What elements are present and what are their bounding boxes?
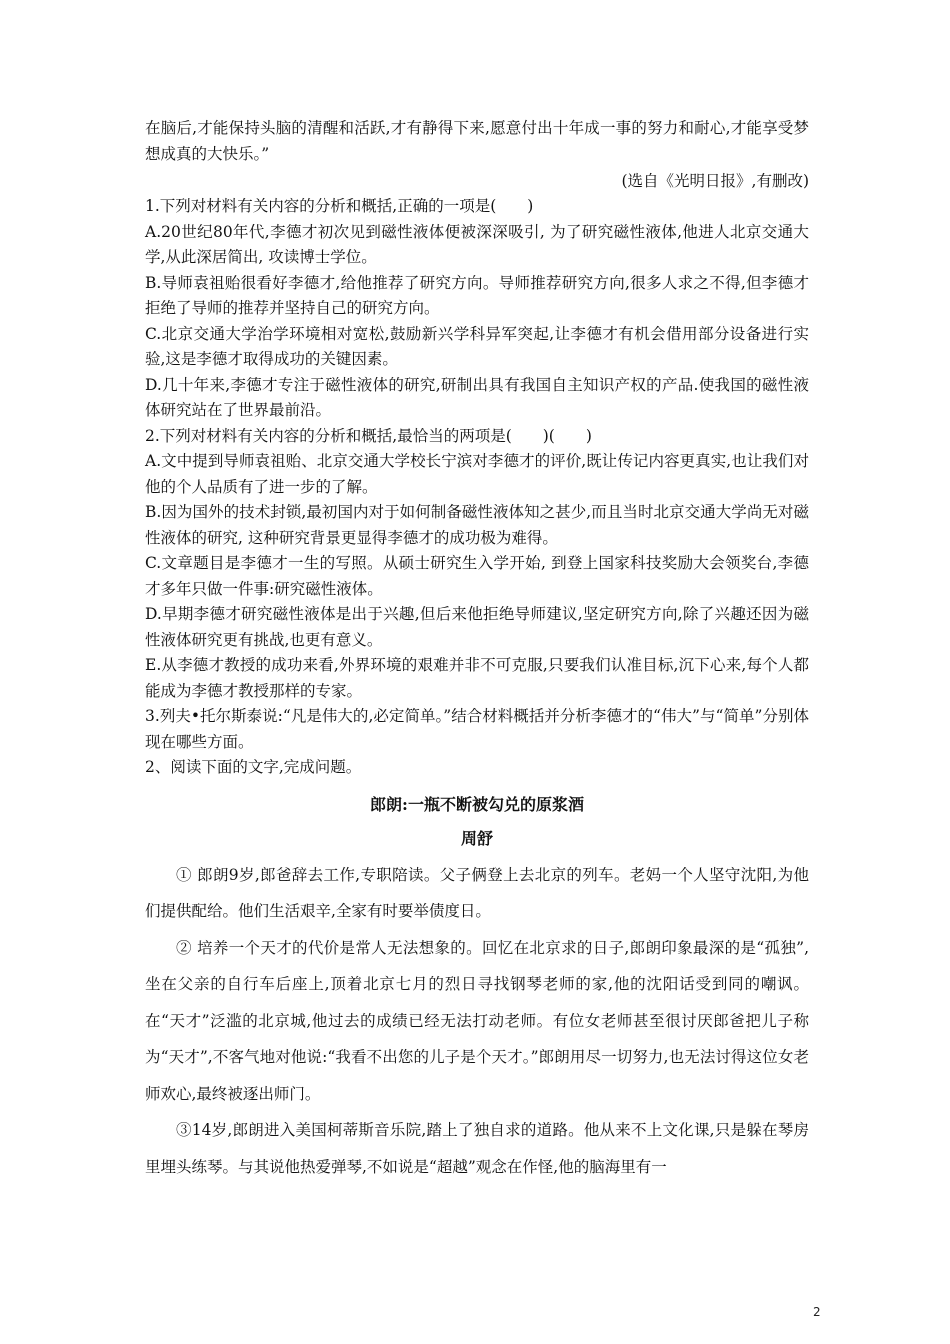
question-2-stem: 2.下列对材料有关内容的分析和概括,最恰当的两项是( )( ) [145, 426, 592, 445]
question-1-stem: 1.下列对材料有关内容的分析和概括,正确的一项是( ) [145, 197, 534, 215]
article-body [145, 857, 809, 1186]
section-2-heading-block [145, 755, 809, 781]
question-2-option-d: D.早期李德才研究磁性液体是出于兴趣,但后来他拒绝导师建议,坚定研究方向,除了兴趣还因为磁性液体研究更有挑战,也更有意义。 [145, 605, 809, 649]
page-number: 2 [813, 1305, 821, 1319]
question-3 [145, 704, 809, 755]
question-1-option-d: D.几十年来,李德才专注于磁性液体的研究,研制出具有我国自主知识产权的产品.使我国的磁性液体研究站在了世界最前沿。 [145, 375, 809, 419]
section-2-heading: 2、阅读下面的文字,完成问题。 [145, 758, 362, 776]
question-3-stem: 3.列夫•托尔斯泰说:“凡是伟大的,必定简单。”结合材料概括并分析李德才的“伟大”与“简单”分别体现在哪些方面。 [145, 707, 809, 751]
document-page [145, 116, 809, 1185]
question-1-option-b: B.导师袁祖贻很看好李德才,给他推荐了研究方向。导师推荐研究方向,很多人求之不得,但李德才拒绝了导师的推荐并坚持自己的研究方向。 [145, 273, 809, 317]
question-2 [145, 424, 809, 705]
question-1-option-c: C.北京交通大学治学环境相对宽松,鼓励新兴学科异军突起,让李德才有机会借用部分设备进行实验,这是李德才取得成功的关键因素。 [145, 324, 809, 368]
intro-paragraph: 在脑后,才能保持头脑的清醒和活跃,才有静得下来,愿意付出十年成一事的努力和耐心,才能享受梦想成真的大快乐。” [145, 119, 809, 163]
question-2-option-b: B.因为国外的技术封锁,最初国内对于如何制备磁性液体知之甚少,而且当时北京交通大学尚无对磁性液体的研究, 这种研究背景更显得李德才的成功极为难得。 [145, 503, 809, 547]
intro-block [145, 116, 809, 167]
question-2-option-c: C.文章题目是李德才一生的写照。从硕士研究生入学开始, 到登上国家科技奖励大会领奖台,李德才多年只做一件事:研究磁性液体。 [145, 554, 809, 598]
question-2-option-e: E.从李德才教授的成功来看,外界环境的艰难并非不可克服,只要我们认准目标,沉下心来,每个人都能成为李德才教授那样的专家。 [145, 656, 809, 700]
article-paragraph-2: ② 培养一个天才的代价是常人无法想象的。回忆在北京求的日子,郎朗印象最深的是“孤独”,坐在父亲的自行车后座上,顶着北京七月的烈日寻找钢琴老师的家,他的沈阳话受到同的嘲讽。在“天才”泛滥的北京城,他过去的成绩已经无法打动老师。有位女老师甚至很讨厌郎爸把儿子称为“天才”,不客气地对他说:“我看不出您的儿子是个天才。”郎朗用尽一切努力,也无法讨得这位女老师欢心,最终被逐出师门。 [145, 938, 809, 1103]
article-title: 郎朗:一瓶不断被勾兑的原浆酒 [370, 794, 584, 814]
article-author: 周舒 [460, 828, 493, 848]
article-paragraph-1: ① 郎朗9岁,郎爸辞去工作,专职陪读。父子俩登上去北京的列车。老妈一个人坚守沈阳,为他们提供配给。他们生活艰辛,全家有时要举债度日。 [145, 865, 809, 920]
question-1-option-a: A.20世纪80年代,李德才初次见到磁性液体便被深深吸引, 为了研究磁性液体,他进人北京交通大学,从此深居简出, 攻读博士学位。 [145, 222, 809, 266]
article-paragraph-3: ③14岁,郎朗进入美国柯蒂斯音乐院,踏上了独自求的道路。他从来不上文化课,只是躲在琴房里埋头练琴。与其说他热爱弹琴,不如说是“超越”观念在作怪,他的脑海里有一 [145, 1121, 809, 1176]
question-1 [145, 194, 809, 424]
source-citation: (选自《光明日报》,有删改) [621, 172, 809, 190]
question-2-option-a: A.文中提到导师袁祖贻、北京交通大学校长宁滨对李德才的评价,既让传记内容更真实,也让我们对他的个人品质有了进一步的了解。 [145, 452, 809, 496]
